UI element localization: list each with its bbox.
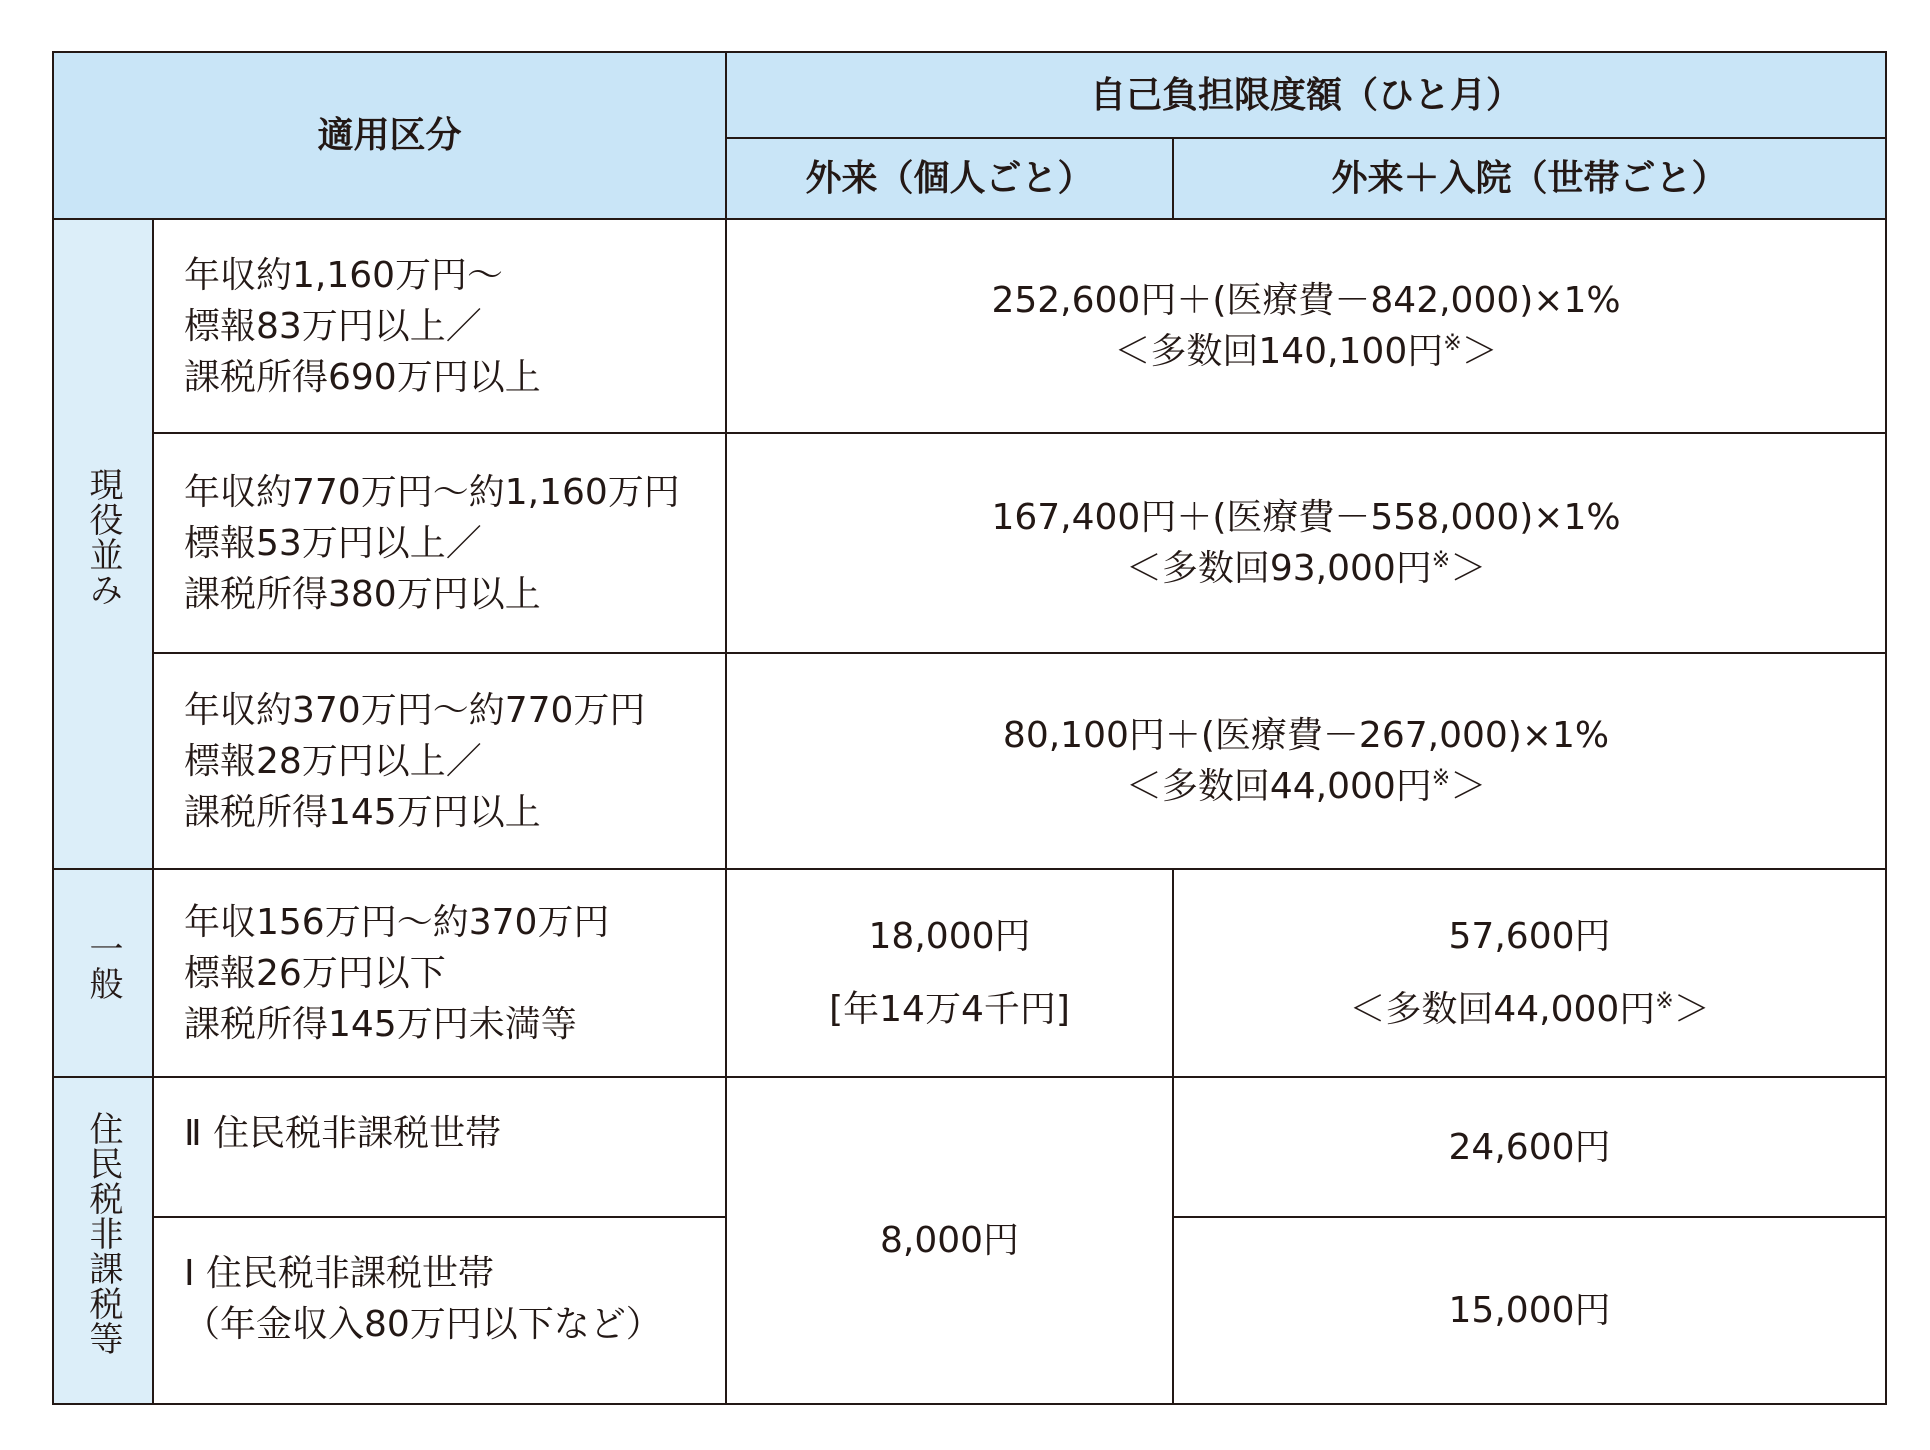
group-active <box>53 219 153 869</box>
row-2-category-line: 標報53万円以上／ <box>184 522 482 564</box>
row-4-category-line: 標報26万円以下 <box>184 952 446 994</box>
row-3-category-line: 標報28万円以上／ <box>184 740 482 782</box>
note-mark: ※ <box>1431 766 1451 791</box>
row-4-household <box>1173 869 1886 1077</box>
row-5-household <box>1173 1077 1886 1217</box>
row-2-category <box>153 433 726 653</box>
row-4-outpatient-amount: 18,000円 <box>868 916 1031 957</box>
note-mark: ※ <box>1655 989 1674 1014</box>
exempt-outpatient-amount: 8,000円 <box>879 1220 1020 1261</box>
row-1-category-line: 標報83万円以上／ <box>184 305 482 347</box>
row-3-category <box>153 653 726 869</box>
row-6-household-amount: 15,000円 <box>1448 1290 1611 1331</box>
row-1-limit-formula: 252,600円＋(医療費－842,000)×1% <box>991 280 1621 321</box>
group-general-label: 一般 <box>83 931 123 1001</box>
row-3-category-line: 課税所得145万円以上 <box>184 791 541 833</box>
row-4-household-amount: 57,600円 <box>1448 916 1611 957</box>
row-5-category <box>153 1077 726 1217</box>
exempt-outpatient <box>726 1077 1173 1404</box>
row-2-multi-end: ＞ <box>1450 548 1487 589</box>
row-5-household-amount: 24,600円 <box>1448 1126 1611 1168</box>
row-4-household-multi-end: ＞ <box>1673 989 1710 1030</box>
row-4-category-line: 年収156万円～約370万円 <box>184 901 610 943</box>
header-outpatient-inpatient: 外来＋入院（世帯ごと） <box>1173 138 1886 219</box>
row-6-category-line: Ⅰ 住民税非課税世帯 <box>184 1253 495 1294</box>
row-1-category-line: 課税所得690万円以上 <box>184 356 541 398</box>
row-3-limit <box>726 653 1886 869</box>
row-6-category-line: （年金収入80万円以下など） <box>184 1304 662 1345</box>
row-2-multi-text: ＜多数回93,000円 <box>1125 548 1432 589</box>
group-exempt <box>53 1077 153 1404</box>
row-4-category-line: 課税所得145万円未満等 <box>184 1003 577 1045</box>
row-6-household <box>1173 1217 1886 1404</box>
row-2-category-line: 課税所得380万円以上 <box>184 573 541 615</box>
row-4-category <box>153 869 726 1077</box>
group-general <box>53 869 153 1077</box>
row-3-category-line: 年収約370万円～約770万円 <box>184 689 646 731</box>
header-category: 適用区分 <box>53 52 726 219</box>
row-2-multi <box>727 543 1885 594</box>
row-3-multi-end: ＞ <box>1450 766 1487 807</box>
group-active-label: 現役並み <box>83 467 123 607</box>
row-3-multi-text: ＜多数回44,000円 <box>1125 766 1432 807</box>
row-4-outpatient-annual: [年14万4千円] <box>829 989 1070 1030</box>
cost-limit-table <box>52 51 1887 1405</box>
header-limit-title: 自己負担限度額（ひと月） <box>726 52 1886 138</box>
row-4-outpatient <box>726 869 1173 1077</box>
group-exempt-label: 住民税非課税等 <box>83 1111 123 1356</box>
row-5-category-line: Ⅱ 住民税非課税世帯 <box>184 1113 502 1154</box>
row-2-limit-formula: 167,400円＋(医療費－558,000)×1% <box>991 497 1621 538</box>
note-mark: ※ <box>1443 331 1462 356</box>
row-3-limit-formula: 80,100円＋(医療費－267,000)×1% <box>1002 715 1610 756</box>
note-mark: ※ <box>1431 548 1451 573</box>
row-1-multi-text: ＜多数回140,100円 <box>1114 331 1444 372</box>
row-1-category <box>153 219 726 433</box>
row-2-limit <box>726 433 1886 653</box>
header-outpatient: 外来（個人ごと） <box>726 138 1173 219</box>
row-1-category-line: 年収約1,160万円～ <box>184 254 504 296</box>
row-1-limit <box>726 219 1886 433</box>
row-2-category-line: 年収約770万円～約1,160万円 <box>184 471 680 513</box>
row-4-household-multi-text: ＜多数回44,000円 <box>1349 989 1656 1030</box>
row-6-category <box>153 1217 726 1404</box>
row-4-household-multi <box>1174 984 1885 1035</box>
row-3-multi <box>727 761 1885 812</box>
row-1-multi-end: ＞ <box>1461 331 1498 372</box>
row-1-multi <box>727 326 1885 377</box>
